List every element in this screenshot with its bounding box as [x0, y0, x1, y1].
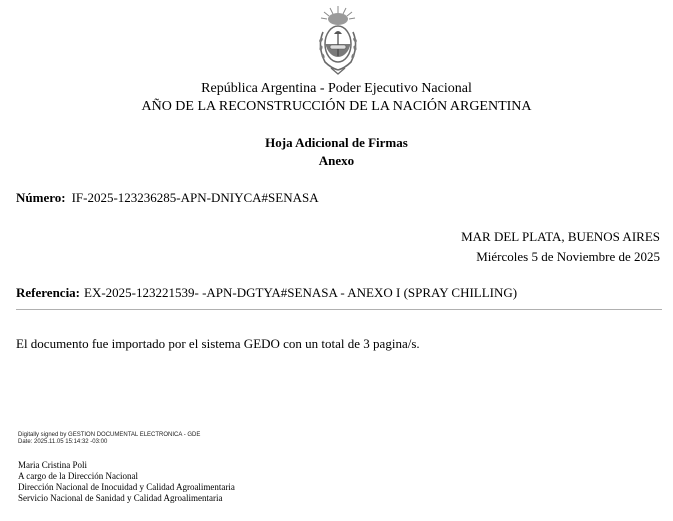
- signer-role: A cargo de la Dirección Nacional: [18, 471, 139, 481]
- document-reference-row: [16, 285, 517, 301]
- document-number-row: [16, 190, 319, 206]
- argentina-coat-of-arms-icon: [313, 4, 363, 80]
- document-reference-value: EX-2025-123221539- -APN-DGTYA#SENASA - ANEXO I (SPRAY CHILLING): [84, 285, 518, 300]
- document-subtitle: Anexo: [318, 153, 355, 168]
- document-number-label: Número:: [16, 190, 66, 205]
- digital-signature-stamp: [18, 432, 200, 446]
- signer-block: [18, 460, 235, 504]
- header-government-line: República Argentina - Poder Ejecutivo Nacional: [201, 81, 472, 96]
- document-title: Hoja Adicional de Firmas: [265, 135, 408, 150]
- document-body-text: El documento fue importado por el sistema GEDO con un total de 3 pagina/s.: [16, 336, 420, 351]
- document-place: MAR DEL PLATA, BUENOS AIRES: [461, 229, 660, 244]
- divider: [16, 309, 662, 310]
- digital-signature-date: Date: 2025.11.05 15:14:32 -03:00: [18, 439, 108, 445]
- signer-directorate: Dirección Nacional de Inocuidad y Calidad Agroalimentaria: [18, 482, 235, 492]
- signer-name: Maria Cristina Poli: [18, 460, 87, 470]
- header-year-motto: AÑO DE LA RECONSTRUCCIÓN DE LA NACIÓN ARGENTINA: [141, 99, 532, 114]
- signer-service: Servicio Nacional de Sanidad y Calidad Agroalimentaria: [18, 493, 223, 503]
- document-number-value: IF-2025-123236285-APN-DNIYCA#SENASA: [71, 190, 319, 205]
- document-reference-label: Referencia:: [16, 285, 81, 300]
- document-date: Miércoles 5 de Noviembre de 2025: [476, 249, 660, 264]
- digital-signature-line: Digitally signed by GESTION DOCUMENTAL ELECTRONICA - GDE: [18, 432, 201, 438]
